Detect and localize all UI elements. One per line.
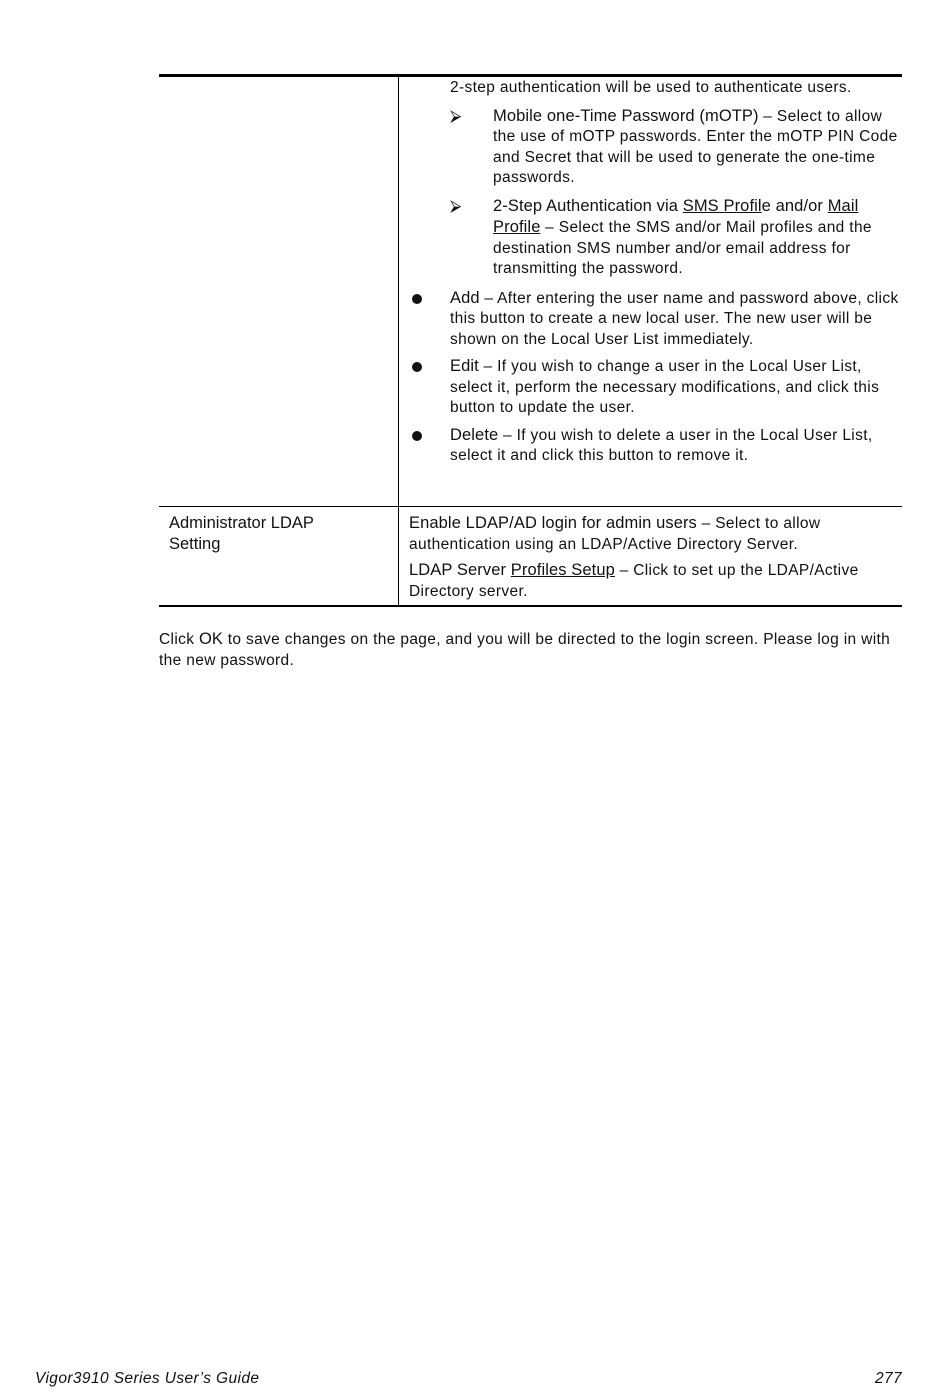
ldap-server-desc: – Click to set up the LDAP/Active Directory server. (409, 562, 859, 600)
row1-description-cell (450, 78, 900, 467)
motp-term: Mobile one-Time Password (mOTP) (493, 106, 759, 125)
delete-desc: – If you wish to delete a user in the Local User List, select it and click this button to remove it. (450, 426, 873, 464)
intro-text: 2-step authentication will be used to authenticate users. (450, 79, 852, 96)
ldap-enable-para (409, 513, 899, 555)
edit-term: Edit (450, 357, 479, 375)
bullet-dot-icon (412, 294, 422, 304)
ldap-server-para (409, 560, 899, 602)
ldap-enable-desc: – Select to allow authentication using an LDAP/Active Directory Server. (409, 515, 821, 553)
table-top-rule (159, 74, 902, 77)
bullet-edit (410, 356, 900, 419)
ldap-label-cell: Administrator LDAP Setting (169, 514, 314, 553)
add-desc: – After entering the user name and password above, click this button to create a new local user. The new user will be shown on the Local User List immediately. (450, 289, 899, 348)
2step-term-a: 2-Step Authentication via (493, 196, 683, 215)
bullet-dot-icon (412, 362, 422, 372)
profiles-setup-link[interactable]: Profiles Setup (510, 561, 615, 579)
table-bottom-rule (159, 605, 902, 607)
save-text-pre: Click (159, 631, 199, 648)
bullet-delete (410, 425, 900, 467)
ldap-enable-term: Enable LDAP/AD login for admin users (409, 514, 697, 532)
add-term: Add (450, 288, 480, 307)
save-instructions (159, 629, 904, 671)
arrow-bullet-icon: ⮚ (450, 105, 462, 125)
sub-item-2step (450, 196, 900, 280)
ldap-description-cell (409, 513, 899, 602)
ldap-server-term: LDAP Server (409, 561, 511, 579)
column-divider (398, 77, 399, 607)
sub-item-motp (450, 106, 900, 189)
save-text-post: to save changes on the page, and you will be directed to the login screen. Please log in with the new password. (159, 631, 891, 669)
bullet-add (410, 288, 900, 351)
2step-desc: – Select the SMS and/or Mail profiles and the destination SMS number and/or email address for transmitting the password. (493, 219, 872, 277)
footer-guide-title: Vigor3910 Series User’s Guide (35, 1370, 260, 1387)
2step-term-b: e and/or (761, 196, 828, 215)
delete-term: Delete (450, 425, 499, 444)
sms-profile-link[interactable]: SMS Profil (682, 196, 762, 215)
footer-page-number: 277 (874, 1370, 902, 1387)
arrow-bullet-icon: ⮚ (450, 195, 462, 215)
motp-desc: – Select to allow the use of mOTP passwords. Enter the mOTP PIN Code and Secret that will be used to generate the one-time passwords. (493, 107, 898, 186)
mail-profile-link[interactable]: Mail Profile (493, 196, 859, 236)
ok-term: OK (199, 630, 224, 648)
bullet-dot-icon (412, 431, 422, 441)
row-separator (159, 506, 902, 507)
edit-desc: – If you wish to change a user in the Local User List, select it, perform the necessary modifications, and click this button to update the user. (450, 358, 880, 416)
